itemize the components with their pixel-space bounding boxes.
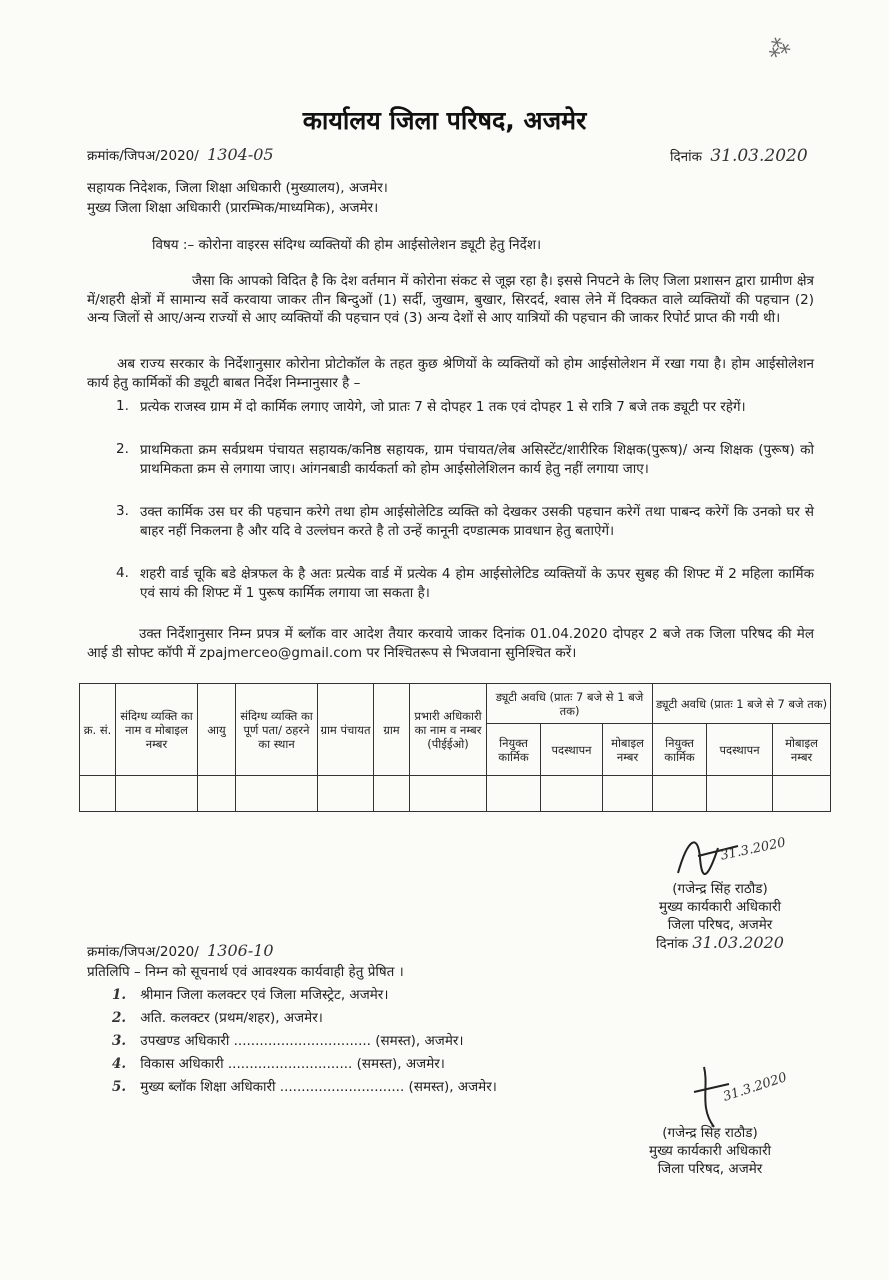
copy-reference-number: 1306-10 bbox=[207, 941, 274, 960]
point-text: शहरी वार्ड चूकि बडे क्षेत्रफल के है अतः प्रत्येक वार्ड में प्रत्येक 4 होम आईसोलेटिड व्यक्तियों के ऊपर सुबह की शिफ्ट में 2 महिला कार्मिक एवं सायं की शिफ्ट में 1 पुरूष कार्मिक लगाया जा सकता है। bbox=[140, 566, 814, 601]
date-handwritten-value: 31.03.2020 bbox=[710, 146, 808, 166]
copy-item-number: 1. bbox=[112, 987, 127, 1003]
copy-item-text: श्रीमान जिला कलक्टर एवं जिला मजिस्ट्रेट, अजमेर। bbox=[140, 987, 389, 1003]
paragraph-submission: उक्त निर्देशानुसार निम्न प्रपत्र में ब्लॉक वार आदेश तैयार करवाये जाकर दिनांक 01.04.2020 दोपहर 2 बजे तक जिला परिषद की मेल आई डी सोफ्ट कॉपी में zpajmerceo@gmail.com पर निश्चितरूप से भिजवाना सुनिश्चित करें। bbox=[87, 626, 814, 661]
copy-item-number: 3. bbox=[112, 1033, 127, 1049]
sub-col-posting: पदस्थापन bbox=[707, 724, 773, 776]
col-age: आयु bbox=[198, 684, 236, 776]
paragraph-intro: जैसा कि आपको विदित है कि देश वर्तमान में कोरोना संकट से जूझ रहा है। इससे निपटने के लिए जिला प्रशासन द्वारा ग्रामीण क्षेत्र में/शहरी क्षेत्रों में सामान्य सर्वे करवाया जाकर तीन बिन्दुओं (1) सर्दी, जुखाम, बुखार, सिरदर्द, श्वास लेने में दिक्कत वाले व्यक्तियों की पहचान (2) अन्य जिलों से आए/अन्य राज्यों से आए व्यक्तियों की पहचान एवं (3) अन्य देशों से आए यात्रियों की पहचान की जाकर रिपोर्ट प्राप्त की गयी थी। bbox=[87, 273, 814, 327]
copy-reference-prefix: क्रमांक/जिपअ/2020/ bbox=[87, 944, 199, 960]
copy-item-number: 5. bbox=[112, 1079, 127, 1095]
copy-reference bbox=[87, 942, 274, 961]
sub-col-staff: नियुक्त कार्मिक bbox=[653, 724, 707, 776]
col-shift-afternoon: ड्यूटी अवधि (प्रातः 1 बजे से 7 बजे तक) bbox=[653, 684, 831, 724]
sub-col-mobile: मोबाइल नम्बर bbox=[603, 724, 653, 776]
point-text: प्राथमिकता क्रम सर्वप्रथम पंचायत सहायक/कनिष्ठ सहायक, ग्राम पंचायत/लेब असिस्टेंट/शारीरिक शिक्षक(पुरूष)/ अन्य शिक्षक (पुरूष) को प्राथमिकता क्रम से लगाया जाए। आंगनबाडी कार्यकर्ता को होम आईसोलेशिलन कार्य हेतु नहीं लगाया जाए। bbox=[140, 442, 814, 477]
signatory-name: (गजेन्द्र सिंह राठौड) bbox=[672, 881, 768, 897]
point-text: उक्त कार्मिक उस घर की पहचान करेगे तथा होम आईसोलेटिड व्यक्ति को देखकर उसकी पहचान करेगें तथा पाबन्द करेगें कि उनको घर से बाहर नहीं निकलना है और यदि वे उल्लंघन करते है तो उन्हें कानूनी दण्डात्मक प्रावधान हेतु बताऐगें। bbox=[140, 504, 814, 539]
sub-col-staff: नियुक्त कार्मिक bbox=[487, 724, 541, 776]
col-officer: प्रभारी अधिकारी का नाम व नम्बर (पीईईओ) bbox=[410, 684, 487, 776]
signatory-designation: मुख्य कार्यकारी अधिकारी bbox=[659, 899, 781, 915]
signature-block-1 bbox=[610, 880, 830, 953]
signature-1-date bbox=[610, 934, 830, 953]
reference-handwritten-number: 1304-05 bbox=[207, 145, 274, 164]
proforma-table bbox=[79, 683, 831, 812]
date-label: दिनांक bbox=[670, 149, 703, 165]
copy-item bbox=[112, 987, 388, 1004]
reference-number bbox=[87, 146, 274, 165]
col-gram-panchayat: ग्राम पंचायत bbox=[318, 684, 374, 776]
table-empty-row bbox=[80, 776, 831, 812]
signature-1-date-value: 31.03.2020 bbox=[692, 933, 784, 952]
signatory-office: जिला परिषद, अजमेर bbox=[667, 917, 773, 933]
col-shift-morning: ड्यूटी अवधि (प्रातः 7 बजे से 1 बजे तक) bbox=[487, 684, 653, 724]
copy-item-number: 2. bbox=[112, 1010, 127, 1026]
col-village: ग्राम bbox=[374, 684, 410, 776]
copy-item-text: उपखण्ड अधिकारी ................................ (समस्त), अजमेर। bbox=[140, 1033, 464, 1049]
col-suspect-name: संदिग्ध व्यक्ति का नाम व मोबाइल नम्बर bbox=[116, 684, 198, 776]
letter-date bbox=[670, 148, 808, 166]
copy-item-text: विकास अधिकारी ............................. (समस्त), अजमेर। bbox=[140, 1056, 445, 1072]
signature-1-date-label: दिनांक bbox=[656, 936, 689, 952]
corner-stamp-mark: ⁂ bbox=[764, 32, 794, 65]
signature-1-handwritten-date: 31.3.2020 bbox=[719, 835, 788, 864]
copy-item-text: अति. कलक्टर (प्रथम/शहर), अजमेर। bbox=[140, 1010, 323, 1026]
point-number: 4. bbox=[116, 565, 129, 581]
subject-line: विषय :– कोरोना वाइरस संदिग्ध व्यक्तियों की होम आईसोलेशन ड्यूटी हेतु निर्देश। bbox=[152, 237, 542, 253]
copy-item-number: 4. bbox=[112, 1056, 127, 1072]
col-address: संदिग्ध व्यक्ति का पूर्ण पता/ ठहरने का स्थान bbox=[236, 684, 318, 776]
col-serial-number: क्र. सं. bbox=[80, 684, 116, 776]
signature-block-2 bbox=[600, 1124, 820, 1178]
paragraph-instructions: अब राज्य सरकार के निर्देशानुसार कोरोना प्रोटोकॉल के तहत कुछ श्रेणियों के व्यक्तियों को होम आईसोलेशन में रखा गया है। होम आईसोलेशन कार्य हेतु कार्मिकों की ड्यूटी बाबत निर्देश निम्नानुसार है – bbox=[87, 356, 814, 391]
signatory-designation: मुख्य कार्यकारी अधिकारी bbox=[649, 1143, 771, 1159]
sub-col-mobile: मोबाइल नम्बर bbox=[773, 724, 831, 776]
point-number: 3. bbox=[116, 503, 129, 519]
copy-item bbox=[112, 1033, 464, 1050]
copy-item bbox=[112, 1010, 323, 1027]
reference-prefix: क्रमांक/जिपअ/2020/ bbox=[87, 148, 199, 164]
signatory-office: जिला परिषद, अजमेर bbox=[657, 1161, 763, 1177]
recipient-2: मुख्य जिला शिक्षा अधिकारी (प्रारम्भिक/माध्यमिक), अजमेर। bbox=[87, 200, 379, 216]
point-number: 2. bbox=[116, 441, 129, 457]
office-heading: कार्यालय जिला परिषद, अजमेर bbox=[302, 106, 587, 135]
copy-item-text: मुख्य ब्लॉक शिक्षा अधिकारी ............................. (समस्त), अजमेर। bbox=[140, 1079, 497, 1095]
signature-2-handwritten-date: 31.3.2020 bbox=[721, 1070, 789, 1105]
recipient-1: सहायक निदेशक, जिला शिक्षा अधिकारी (मुख्यालय), अजमेर। bbox=[87, 180, 388, 196]
copy-item bbox=[112, 1056, 445, 1073]
point-number: 1. bbox=[116, 398, 129, 414]
point-text: प्रत्येक राजस्व ग्राम में दो कार्मिक लगाए जायेगे, जो प्रातः 7 से दोपहर 1 तक एवं दोपहर 1 से रात्रि 7 बजे तक ड्यूटी पर रहेगें। bbox=[140, 399, 746, 415]
copy-item bbox=[112, 1079, 497, 1096]
sub-col-posting: पदस्थापन bbox=[541, 724, 603, 776]
copy-intro: प्रतिलिपि – निम्न को सूचनार्थ एवं आवश्यक कार्यवाही हेतु प्रेषित । bbox=[87, 964, 404, 980]
signatory-name: (गजेन्द्र सिंह राठौड) bbox=[662, 1125, 758, 1141]
